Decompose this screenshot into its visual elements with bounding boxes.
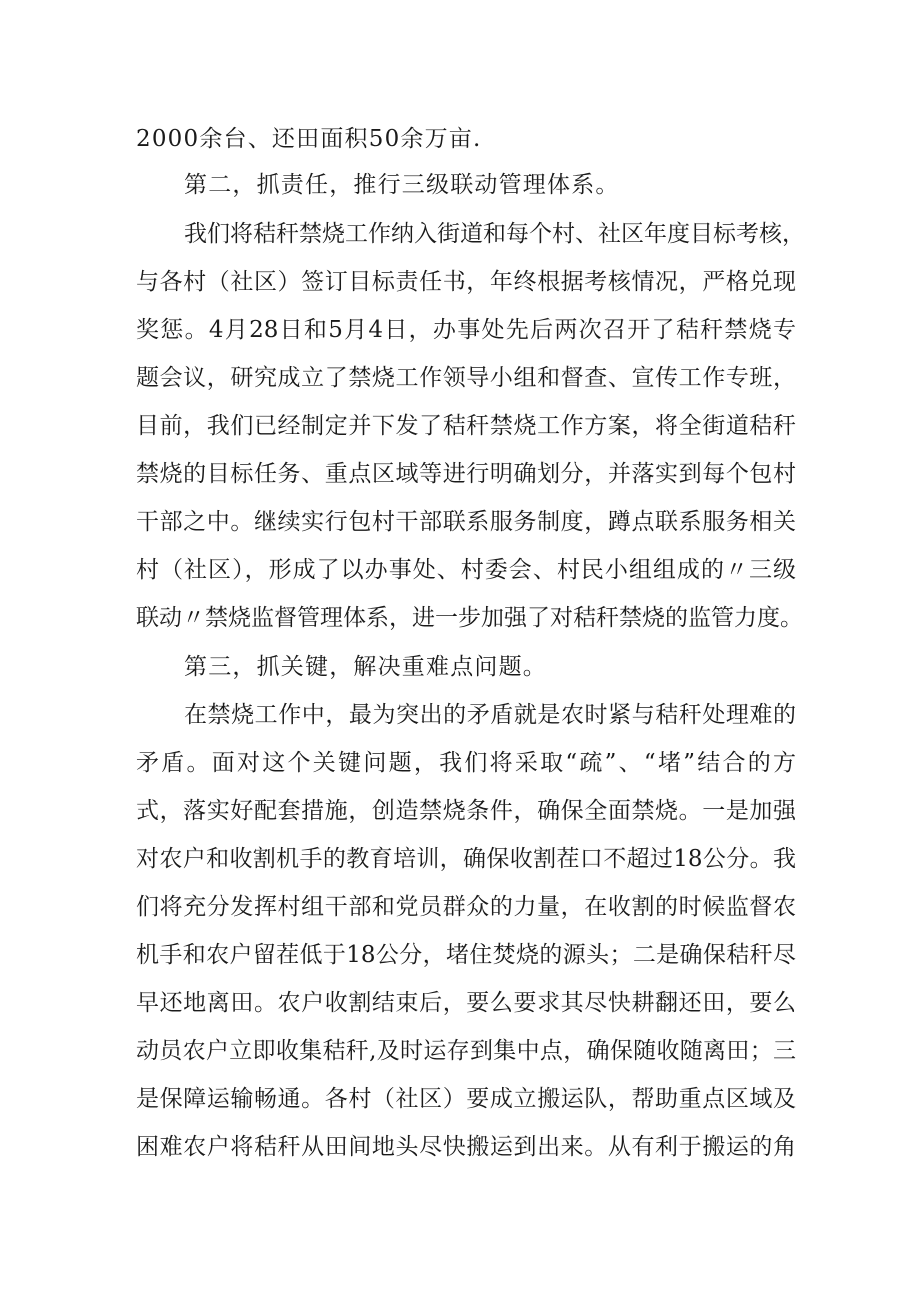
section-heading-3: 第三，抓关键，解决重难点问题。	[184, 654, 547, 680]
text-line-10: 村（社区），形成了以办事处、村委会、村民小组组成的〃三级	[136, 557, 796, 583]
text-line-15: 式，落实好配套措施，创造禁烧条件，确保全面禁烧。一是加强	[136, 798, 796, 824]
text-line-14: 矛盾。面对这个关键问题，我们将采取“疏”、“堵”结合的方	[136, 750, 796, 776]
text-line-11: 联动〃禁烧监督管理体系，进一步加强了对秸秆禁烧的监管力度。	[136, 605, 803, 631]
text-line-13: 在禁烧工作中，最为突出的矛盾就是农时紧与秸秆处理难的	[184, 702, 796, 728]
section-heading-2: 第二，抓责任，推行三级联动管理体系。	[184, 172, 620, 198]
text-line-16: 对农户和收割机手的教育培训，确保收割茬口不超过18公分。我	[136, 846, 796, 872]
text-line-21: 是保障运输畅通。各村（社区）要成立搬运队，帮助重点区域及	[136, 1086, 796, 1112]
text-line-17: 们将充分发挥村组干部和党员群众的力量，在收割的时候监督农	[136, 894, 796, 920]
text-line-4: 与各村（社区）签订目标责任书，年终根据考核情况，严格兑现	[136, 269, 796, 295]
text-line-8: 禁烧的目标任务、重点区域等进行明确划分，并落实到每个包村	[136, 461, 796, 487]
text-line-1: 2000余台、还田面积50余万亩.	[136, 126, 482, 152]
text-line-5: 奖惩。4月28日和5月4日，办事处先后两次召开了秸秆禁烧专	[136, 317, 796, 343]
text-line-3: 我们将秸秆禁烧工作纳入街道和每个村、社区年度目标考核，	[184, 221, 805, 247]
text-line-6: 题会议，研究成立了禁烧工作领导小组和督查、宣传工作专班，	[136, 365, 796, 391]
text-line-20: 动员农户立即收集秸秆,及时运存到集中点，确保随收随离田；三	[136, 1038, 796, 1064]
text-line-9: 干部之中。继续实行包村干部联系服务制度，蹲点联系服务相关	[136, 509, 796, 535]
text-line-7: 目前，我们已经制定并下发了秸秆禁烧工作方案，将全街道秸秆	[136, 413, 796, 439]
text-line-22: 困难农户将秸秆从田间地头尽快搬运到出来。从有利于搬运的角	[136, 1134, 796, 1160]
text-line-18: 机手和农户留茬低于18公分，堵住焚烧的源头；二是确保秸秆尽	[136, 942, 796, 968]
text-line-19: 早还地离田。农户收割结束后，要么要求其尽快耕翻还田，要么	[136, 990, 796, 1016]
